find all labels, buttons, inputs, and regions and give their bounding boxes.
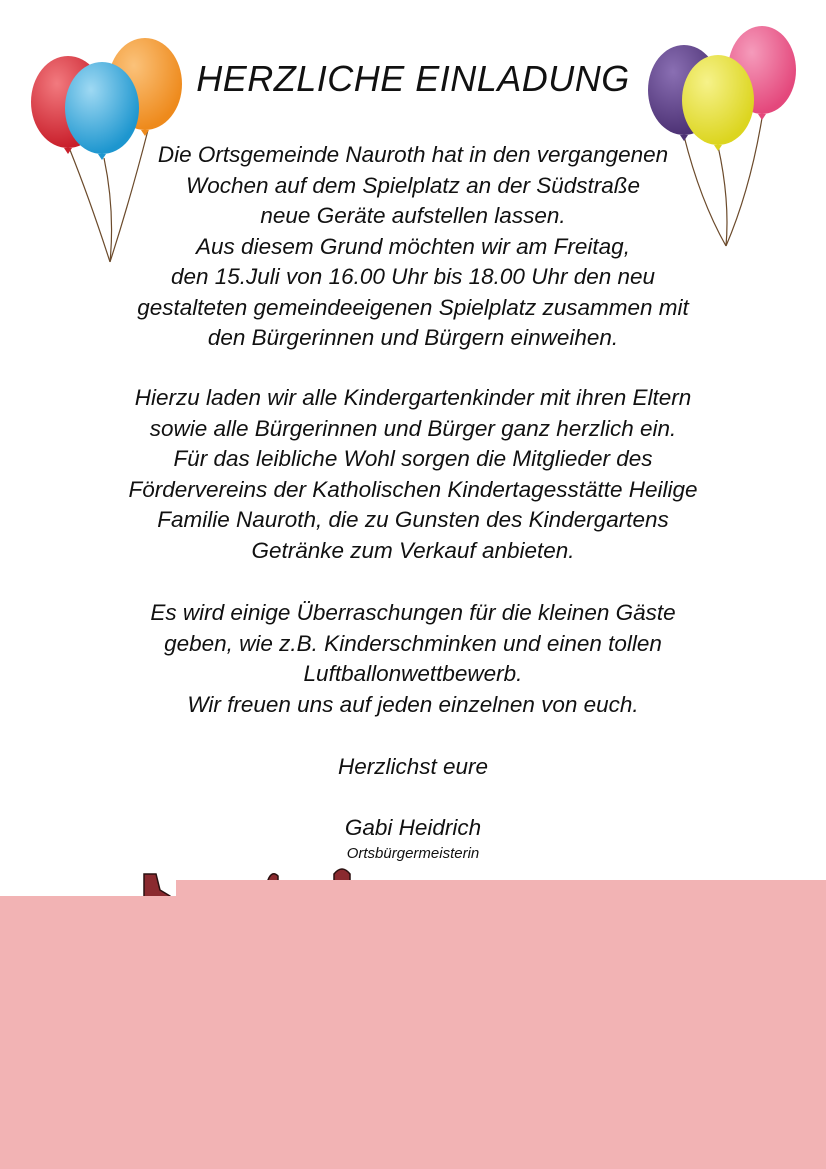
text-line: Getränke zum Verkauf anbieten. <box>251 537 575 563</box>
paragraph-invitation <box>60 383 766 566</box>
text-line: den Bürgerinnen und Bürgern einweihen. <box>207 325 619 350</box>
text-line: gestalteten gemeindeeigenen Spielplatz zusammen mit <box>137 294 689 320</box>
text-line: Hierzu laden wir alle Kindergartenkinder mit ihren Eltern <box>134 385 692 410</box>
text-line: sowie alle Bürgerinnen und Bürger ganz herzlich ein. <box>149 415 677 441</box>
pink-panel <box>0 896 826 1169</box>
signature-name: Gabi Heidrich <box>344 815 482 840</box>
pink-panel-top <box>176 880 826 896</box>
text-line: Es wird einige Überraschungen für die kleinen Gäste <box>150 600 676 625</box>
text-line: Für das leibliche Wohl sorgen die Mitglieder des <box>173 446 653 471</box>
signature-greeting: Herzlichst eure <box>337 754 489 779</box>
text-line: neue Geräte aufstellen lassen. <box>260 203 566 228</box>
text-line: Familie Nauroth, die zu Gunsten des Kindergartens <box>157 507 669 532</box>
text-line: den 15.Juli von 16.00 Uhr bis 18.00 Uhr den neu <box>170 264 656 289</box>
text-line: Wir freuen uns auf jeden einzelnen von euch. <box>187 691 639 717</box>
page-title: HERZLICHE EINLADUNG <box>196 58 630 99</box>
text-line: Wochen auf dem Spielplatz an der Südstraße <box>186 172 640 198</box>
text-line: Luftballonwettbewerb. <box>303 661 523 686</box>
text-line: Aus diesem Grund möchten wir am Freitag, <box>196 233 630 259</box>
paragraph-intro <box>60 140 766 354</box>
text-line: geben, wie z.B. Kinderschminken und einen tollen <box>164 630 662 656</box>
text-line: Die Ortsgemeinde Nauroth hat in den vergangenen <box>157 142 669 167</box>
paragraph-surprises <box>60 598 766 720</box>
signature-role: Ortsbürgermeisterin <box>346 845 480 862</box>
text-line: Fördervereins der Katholischen Kindertagesstätte Heilige <box>128 476 698 502</box>
